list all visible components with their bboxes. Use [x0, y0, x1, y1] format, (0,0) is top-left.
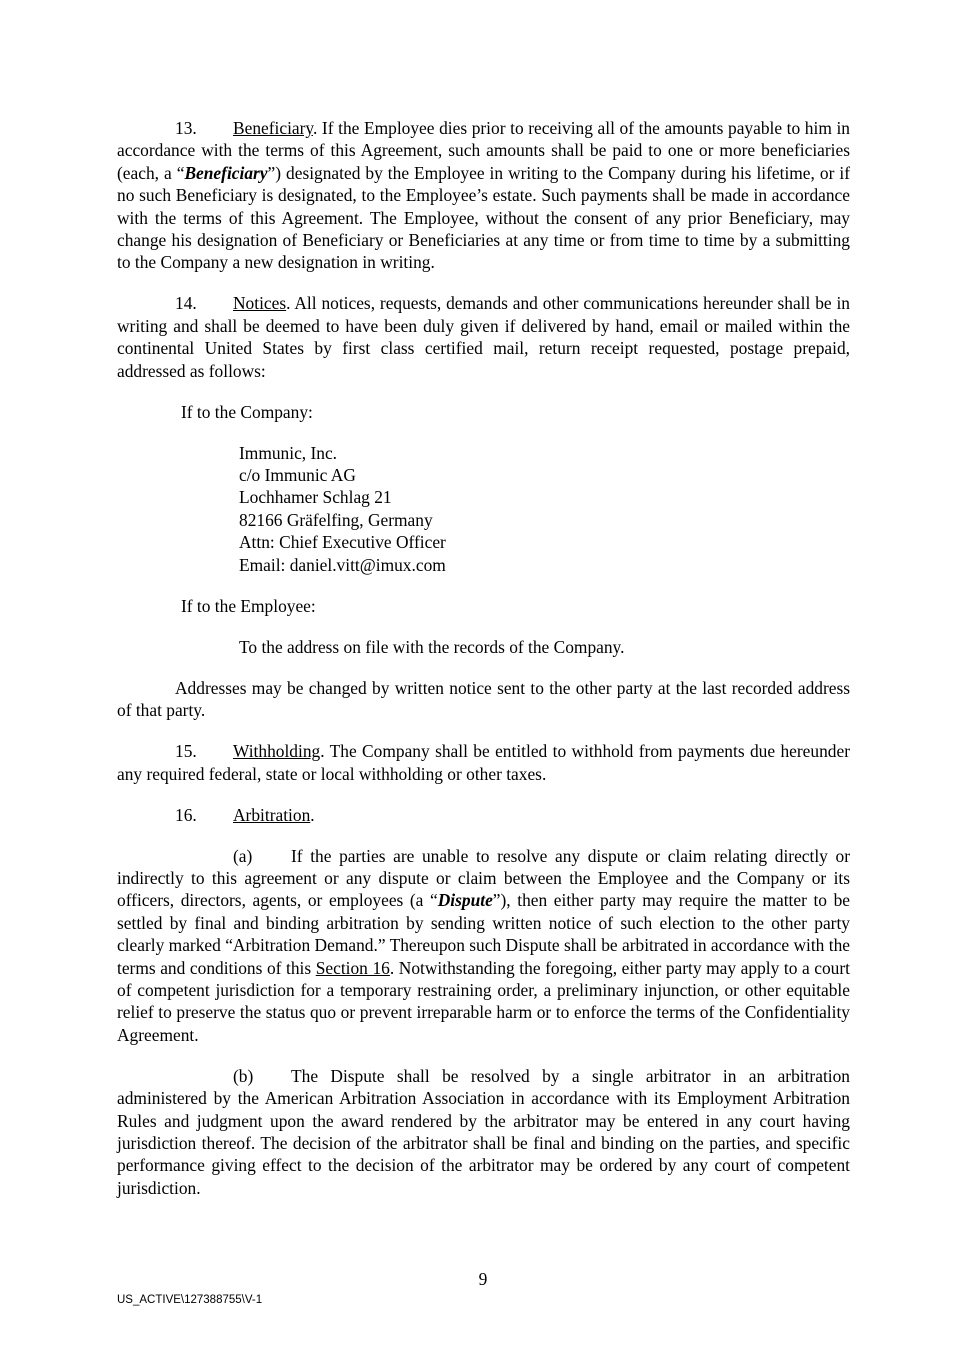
subsection-label: (a)	[233, 845, 253, 866]
subsection-label: (b)	[233, 1065, 254, 1086]
employee-label: If to the Employee:	[181, 595, 316, 616]
section-16-a	[117, 845, 850, 1047]
page-number: 9	[478, 1269, 488, 1289]
subsection-text: . Notwithstanding the foregoing, either party may apply to a court of competent jurisdiction for a temporary restraining order, a preliminary injunction, or other equitable relief to preserve the status quo or prevent irreparable harm or to enforce the terms of the Confidentiality Agreement.	[117, 957, 851, 1045]
defined-term: Beneficiary	[184, 162, 268, 183]
section-number: 14.	[175, 293, 197, 314]
section-text: . All notices, requests, demands and other communications hereunder shall be in writing and shall be deemed to have been duly given if delivered by hand, email or mailed within the continental United States by first class certified mail, return receipt requested, postage prepaid, addressed as follows:	[117, 293, 850, 381]
address-line: Lochhamer Schlag 21	[239, 487, 392, 508]
section-text: . If the Employee dies prior to receiving all of the amounts payable to him in accordance with the terms of this Agreement, such amounts shall be paid to one or more beneficiaries (each, a “	[117, 118, 850, 183]
company-address	[239, 442, 850, 576]
section-reference: Section 16	[315, 957, 390, 978]
document-footer-code: US_ACTIVE\127388755\V-1	[117, 1294, 263, 1306]
subsection-text: The Dispute shall be resolved by a single arbitrator in an arbitration administered by the American Arbitration Association in accordance with its Employment Arbitration Rules and judgment upon the award rendered by the arbitrator may be entered in any court having jurisdiction thereof. The decision of the arbitrator shall be final and binding on the parties, and specific performance giving effect to the decision of the arbitrator may be ordered by any court of competent jurisdiction.	[117, 1065, 850, 1198]
section-13-beneficiary	[117, 117, 850, 274]
subsection-text: If the parties are unable to resolve any dispute or claim relating directly or indirectly to this agreement or any dispute or claim between the Employee and the Company or its officers, directors, agents, or employees (a “	[117, 845, 850, 911]
section-14-notices	[117, 292, 850, 382]
section-title: Arbitration	[233, 804, 311, 825]
section-text: . The Company shall be entitled to withhold from payments due hereunder any required federal, state or local withholding or other taxes.	[117, 741, 850, 784]
section-16-b	[117, 1065, 850, 1199]
address-line: Email: daniel.vitt@imux.com	[239, 554, 446, 575]
section-number: 16.	[175, 804, 197, 825]
section-text: .	[310, 804, 315, 825]
address-line: To the address on file with the records of the Company.	[239, 636, 625, 657]
document-page	[117, 117, 850, 1218]
section-title: Beneficiary	[233, 118, 313, 138]
notices-closing: Addresses may be changed by written notice sent to the other party at the last recorded address of that party.	[117, 677, 850, 721]
section-title: Withholding	[233, 741, 321, 762]
address-line: Immunic, Inc.	[239, 442, 338, 463]
address-line: Attn: Chief Executive Officer	[239, 532, 446, 553]
section-number: 15.	[175, 741, 197, 762]
section-16-arbitration	[117, 804, 850, 826]
defined-term: Dispute	[437, 890, 493, 911]
subsection-text: ”), then either party may require the matter to be settled by final and binding arbitration by sending written notice of such election to the other party clearly marked “Arbitration Demand.” Thereupon such Dispute shall be arbitrated in accordance with the terms and conditions of this	[117, 890, 850, 978]
address-line: 82166 Gräfelfing, Germany	[239, 509, 433, 530]
section-15-withholding	[117, 740, 850, 785]
company-label: If to the Company:	[181, 401, 313, 422]
section-number: 13.	[175, 118, 197, 138]
employee-address	[239, 636, 850, 658]
section-text: ”) designated by the Employee in writing to the Company during his lifetime, or if no such Beneficiary is designated, to the Employee’s estate. Such payments shall be made in accordance with the terms of this Agreement. The Employee, without the consent of any prior Beneficiary, may change his designation of Beneficiary or Beneficiaries at any time or from time to time by a submitting to the Company a new designation in writing.	[117, 162, 850, 273]
section-title: Notices	[233, 293, 287, 314]
address-line: c/o Immunic AG	[239, 465, 356, 486]
